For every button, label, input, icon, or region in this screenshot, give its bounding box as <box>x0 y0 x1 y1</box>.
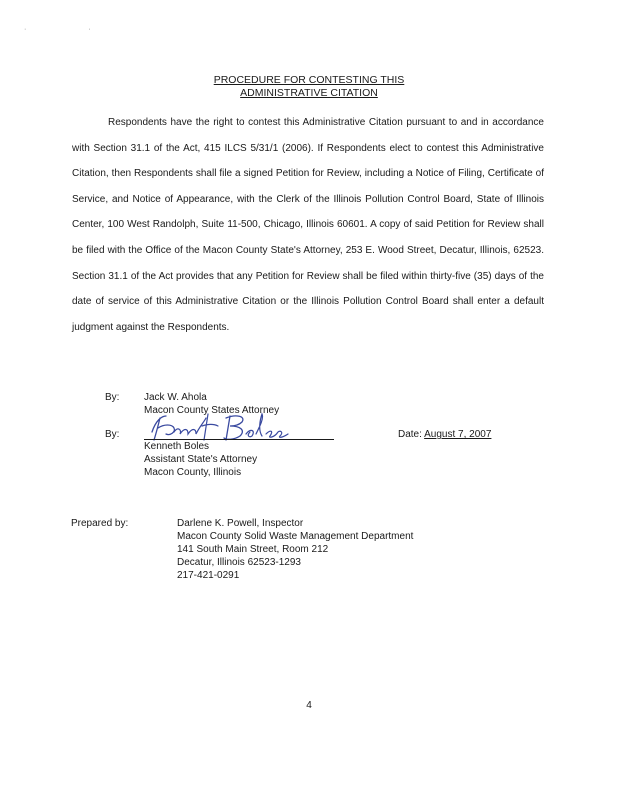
signer-2-title: Assistant State's Attorney <box>144 454 258 465</box>
by-label-1: By: <box>105 392 120 403</box>
preparer-street: 141 South Main Street, Room 212 <box>177 544 329 555</box>
date-field <box>398 428 491 441</box>
document-title <box>0 74 618 100</box>
prepared-by-label: Prepared by: <box>71 518 129 529</box>
signer-2-location: Macon County, Illinois <box>144 467 242 478</box>
by-label-2: By: <box>105 429 120 440</box>
preparer-city: Decatur, Illinois 62523-1293 <box>177 557 301 568</box>
scan-specks: · · <box>24 26 121 33</box>
body-paragraph: Respondents have the right to contest this Administrative Citation pursuant to and in accordance with Section 31.1 of the Act, 415 ILCS 5/31/1 (2006). If Respondents elect to contest this Administrative Citation, then Respondents shall file a signed Petition for Review, including a Notice of Filing, Certificate of Service, and Notice of Appearance, with the Clerk of the Illinois Pollution Control Board, State of Illinois Center, 100 West Randolph, Suite 11-500, Chicago, Illinois 60601. A copy of said Petition for Review shall be filed with the Office of the Macon County State's Attorney, 253 E. Wood Street, Decatur, Illinois, 62523. Section 31.1 of the Act provides that any Petition for Review shall be filed within thirty-five (35) days of the date of service of this Administrative Citation or the Illinois Pollution Control Board shall enter a default judgment against the Respondents. <box>72 117 544 333</box>
signer-1-name: Jack W. Ahola <box>144 392 207 403</box>
date-value: August 7, 2007 <box>424 429 492 440</box>
prepared-by-block <box>177 517 413 582</box>
page-number: 4 <box>306 700 312 711</box>
signer-2-name: Kenneth Boles <box>144 441 210 452</box>
preparer-department: Macon County Solid Waste Management Department <box>177 531 414 542</box>
signer-1-title: Macon County States Attorney <box>144 405 280 416</box>
title-line-2: ADMINISTRATIVE CITATION <box>240 87 378 99</box>
preparer-phone: 217-421-0291 <box>177 570 240 581</box>
preparer-name: Darlene K. Powell, Inspector <box>177 518 304 529</box>
signer-2-block <box>144 440 257 479</box>
title-line-1: PROCEDURE FOR CONTESTING THIS <box>213 74 405 86</box>
date-label: Date: <box>398 429 422 440</box>
